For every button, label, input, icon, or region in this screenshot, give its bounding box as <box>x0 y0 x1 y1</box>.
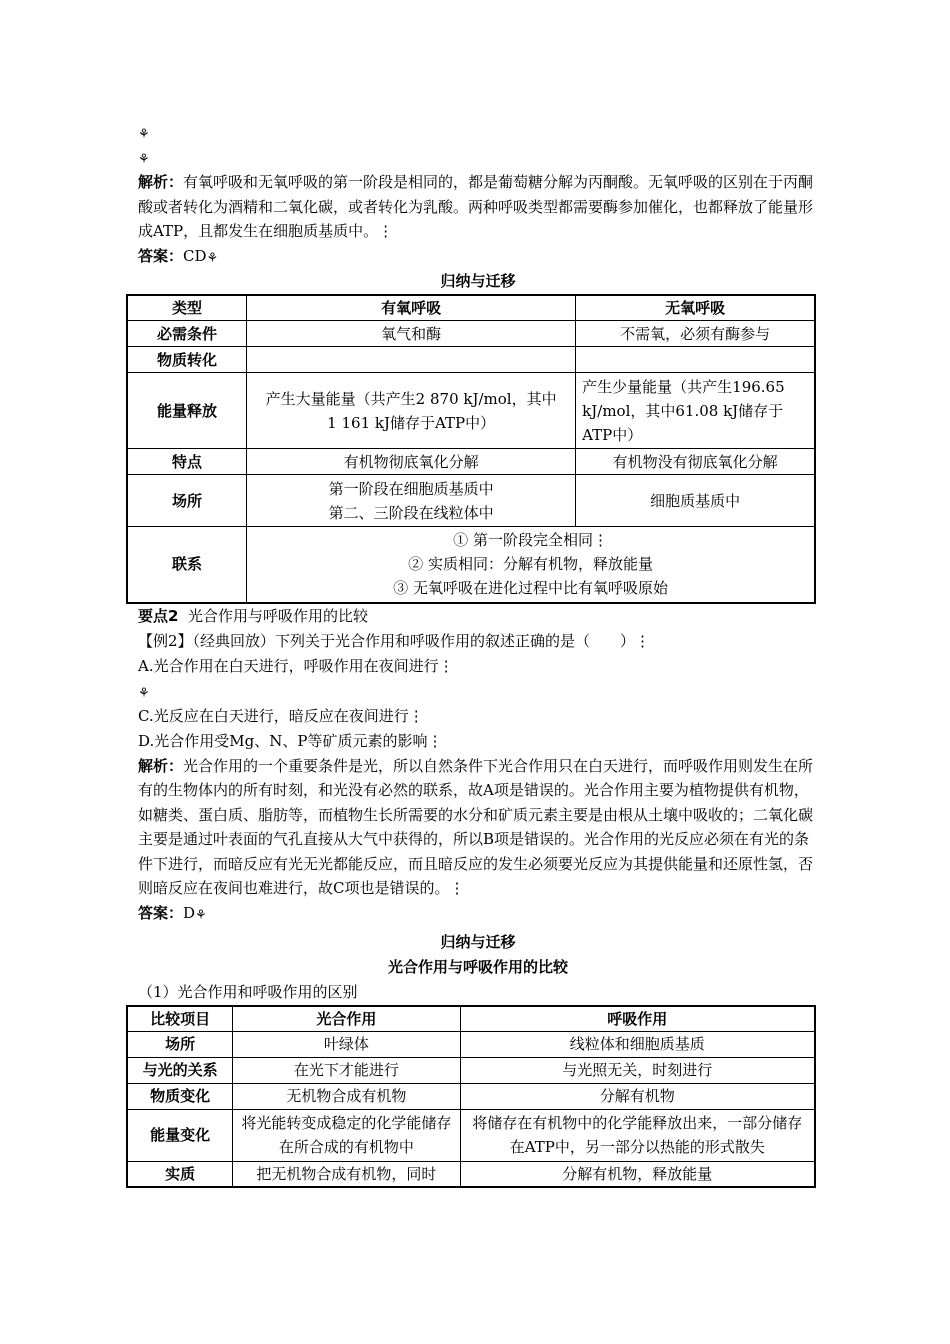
table-row: 特点 有机物彻底氧化分解 有机物没有彻底氧化分解 <box>127 449 815 475</box>
example2-option-a: A.光合作用在白天进行，呼吸作用在夜间进行⋮ <box>138 656 454 675</box>
table-header: 呼吸作用 <box>460 1006 815 1032</box>
summary1-title: 归纳与迁移 <box>440 271 516 290</box>
placeholder-mark-icon: ⚘ <box>206 250 219 266</box>
table-row: 与光的关系 在光下才能进行 与光照无关，时刻进行 <box>127 1057 815 1083</box>
example2-answer: 答案：D⚘ <box>138 901 818 926</box>
table-row: 必需条件 氧气和酶 不需氧，必须有酶参与 <box>127 321 815 347</box>
table-row: 场所 第一阶段在细胞质基质中 第二、三阶段在线粒体中 细胞质基质中 <box>127 475 815 527</box>
example2-analysis: 解析：光合作用的一个重要条件是光，所以自然条件下光合作用只在白天进行，而呼吸作用则发生在所有的生物体内的所有时刻，和光没有必然的联系，故A项是错误的。光合作用主要为植物提供有机物，如糖类、蛋白质、脂肪等，而植物生长所需要的水分和矿质元素主要是由根从土壤中吸收的；二氧化碳主要是通过叶表面的气孔直接从大气中获得的，所以B项是错误的。光合作用的光反应必须在有光的条件下进行，而暗反应有光无光都能反应，而且暗反应的发生必须要光反应为其提供能量和还原性氢，否则暗反应在夜间也难进行，故C项也是错误的。⋮ <box>138 756 814 897</box>
table-row: 物质转化 <box>127 347 815 373</box>
option-placeholder-line <box>138 679 818 704</box>
placeholder-mark-icon: ⚘ <box>138 127 150 142</box>
example2-option-d: D.光合作用受Mg、N、P等矿质元素的影响⋮ <box>138 731 443 750</box>
example1-analysis: 解析：有氧呼吸和无氧呼吸的第一阶段是相同的，都是葡萄糖分解为丙酮酸。无氧呼吸的区别在于丙酮酸或者转化为酒精和二氧化碳，或者转化为乳酸。两种呼吸类型都需要酶参加催化，也都释放了能量形成ATP，且都发生在细胞质基质中。⋮ <box>138 173 814 240</box>
point2-heading: 要点2 光合作用与呼吸作用的比较 <box>138 606 368 625</box>
placeholder-mark-icon: ⚘ <box>138 685 150 701</box>
table-row: 能量释放 产生大量能量（共产生2 870 kJ/mol，其中1 161 kJ储存于ATP中） 产生少量能量（共产生196.65 kJ/mol，其中61.08 kJ储存于ATP中） <box>127 373 815 449</box>
table-row: 实质 把无机物合成有机物，同时 分解有机物，释放能量 <box>127 1161 815 1187</box>
table-row: 能量变化 将光能转变成稳定的化学能储存在所合成的有机物中 将储存在有机物中的化学能释放出来，一部分储存在ATP中，另一部分以热能的形式散失 <box>127 1109 815 1161</box>
document-page <box>138 120 818 1188</box>
table-header: 无氧呼吸 <box>576 295 815 321</box>
option-placeholder-line <box>138 120 818 145</box>
example1-answer: 答案：CD⚘ <box>138 244 818 269</box>
example2-option-c: C.光反应在白天进行，暗反应在夜间进行⋮ <box>138 706 424 725</box>
summary2-caption: （1）光合作用和呼吸作用的区别 <box>138 982 358 1001</box>
summary2-title: 归纳与迁移 <box>440 932 516 951</box>
table-row: 场所 叶绿体 线粒体和细胞质基质 <box>127 1031 815 1057</box>
placeholder-mark-icon: ⚘ <box>195 907 207 923</box>
example2-question: 【例2】（经典回放）下列关于光合作用和呼吸作用的叙述正确的是（ ）⋮ <box>138 631 651 650</box>
table-header-row <box>127 295 815 321</box>
table-row: 联系 ① 第一阶段完全相同⋮ ② 实质相同：分解有机物，释放能量 ③ 无氧呼吸在进化过程中比有氧呼吸原始 <box>127 527 815 603</box>
photosynthesis-respiration-table <box>126 1005 816 1189</box>
table-header: 有氧呼吸 <box>247 295 576 321</box>
placeholder-mark-icon: ⚘ <box>138 152 150 167</box>
table-header: 比较项目 <box>127 1006 233 1032</box>
option-placeholder-line <box>138 145 818 170</box>
table-header-row <box>127 1006 815 1032</box>
table-header: 类型 <box>127 295 247 321</box>
table-row: 物质变化 无机物合成有机物 分解有机物 <box>127 1083 815 1109</box>
table-header: 光合作用 <box>233 1006 460 1032</box>
respiration-comparison-table <box>126 294 816 604</box>
summary2-subtitle: 光合作用与呼吸作用的比较 <box>387 957 568 976</box>
